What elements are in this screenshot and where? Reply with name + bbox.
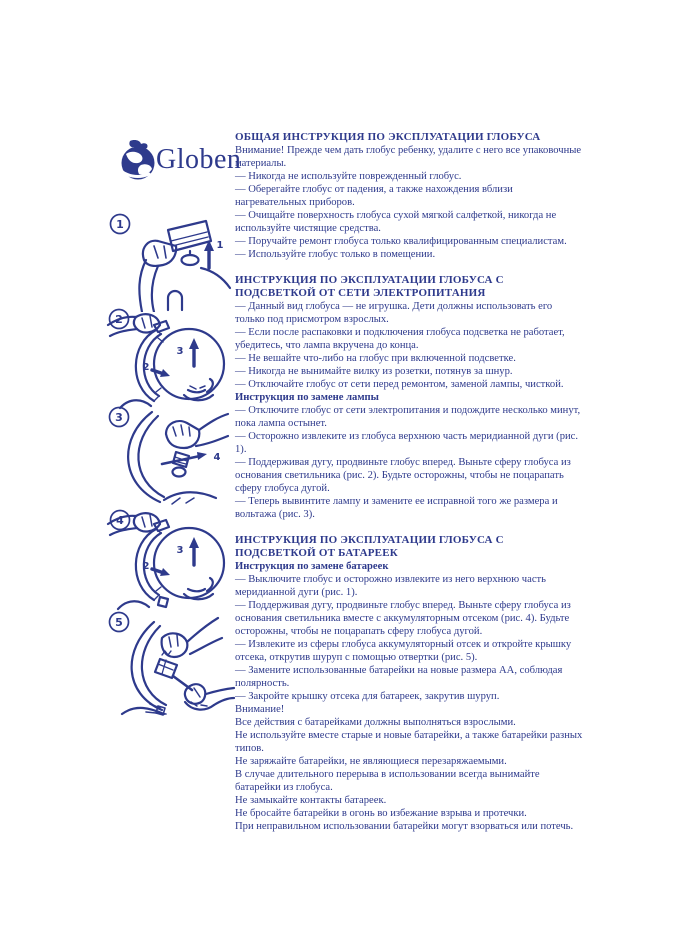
paragraph: — Поддерживая дугу, продвиньте глобус вперед. Выньте сферу глобуса из основания светильника (рис. 2). Будьте осторожны, чтобы не поцарапать сферу глобуса дугой. xyxy=(235,457,571,494)
figure-1-illustration xyxy=(106,208,232,312)
figure-3-number: 3 xyxy=(115,411,123,424)
figure-4-arrow-label-2: 2 xyxy=(142,561,150,572)
instruction-text-column xyxy=(235,131,583,833)
paragraph: — Закройте крышку отсека для батареек, закрутив шуруп. xyxy=(235,691,500,702)
paragraph: — Осторожно извлеките из глобуса верхнюю часть меридианной дуги (рис. 1). xyxy=(235,431,579,455)
figure-4-illustration xyxy=(106,505,232,615)
figure-4 xyxy=(106,505,232,615)
paragraph: Не замыкайте контакты батареек. xyxy=(235,795,387,806)
figure-4-arrow-label-3: 3 xyxy=(176,545,184,556)
section-heading: ИНСТРУКЦИЯ ПО ЭКСПЛУАТАЦИИ ГЛОБУСА С ПОДСВЕТКОЙ ОТ БАТАРЕЕК xyxy=(235,534,504,559)
paragraph: — Отключите глобус от сети электропитания и подождите несколько минут, пока лампа остынет. xyxy=(235,405,581,429)
figure-5-number: 5 xyxy=(115,616,123,629)
brand-name: Globen xyxy=(156,144,242,175)
paragraph: При неправильном использовании батарейки могут взорваться или потечь. xyxy=(235,821,574,832)
brand-logo xyxy=(116,138,241,182)
paragraph: — Замените использованные батарейки на новые размера АА, соблюдая полярность. xyxy=(235,665,563,689)
section-heading: ОБЩАЯ ИНСТРУКЦИЯ ПО ЭКСПЛУАТАЦИИ ГЛОБУСА xyxy=(235,131,541,143)
figure-5 xyxy=(106,604,236,722)
figure-1-arrow-label: 1 xyxy=(216,240,224,251)
paragraph: — Никогда не вынимайте вилку из розетки, потянув за шнур. xyxy=(235,366,513,377)
figure-3-illustration xyxy=(106,400,232,506)
figure-3 xyxy=(106,400,232,506)
paragraph: Не заряжайте батарейки, не являющиеся перезаряжаемыми. xyxy=(235,756,507,767)
figure-1-number: 1 xyxy=(116,218,124,231)
figure-2 xyxy=(106,304,232,414)
paragraph: Внимание! Прежде чем дать глобус ребенку, удалите с него все упаковочные материалы. xyxy=(235,145,582,169)
paragraph: — Никогда не используйте поврежденный глобус. xyxy=(235,171,462,182)
paragraph: — Оберегайте глобус от падения, а также нахождения вблизи нагревательных приборов. xyxy=(235,184,513,208)
subsection-heading: Инструкция по замене лампы xyxy=(235,392,379,403)
paragraph: — Поддерживая дугу, продвиньте глобус вперед. Выньте сферу глобуса из основания светильника вместе с аккумуляторным отсеком (рис. 4). Будьте осторожны, чтобы не поцарапать сферу глобуса дугой. xyxy=(235,600,571,637)
paragraph: — Очищайте поверхность глобуса сухой мягкой салфеткой, никогда не используйте чистящие средства. xyxy=(235,210,557,234)
section-heading: ИНСТРУКЦИЯ ПО ЭКСПЛУАТАЦИИ ГЛОБУСА С ПОДСВЕТКОЙ ОТ СЕТИ ЭЛЕКТРОПИТАНИЯ xyxy=(235,274,504,299)
paragraph: — Теперь вывинтите лампу и замените ее исправной того же размера и вольтажа (рис. 3). xyxy=(235,496,558,520)
paragraph: Все действия с батарейками должны выполняться взрослыми. xyxy=(235,717,516,728)
section-general xyxy=(235,131,583,261)
figure-3-arrow-label: 4 xyxy=(213,452,221,463)
paragraph: Не бросайте батарейки в огонь во избежание взрыва и протечки. xyxy=(235,808,527,819)
subsection-heading: Инструкция по замене батареек xyxy=(235,561,389,572)
figure-2-number: 2 xyxy=(115,313,123,326)
paragraph: — Данный вид глобуса — не игрушка. Дети должны использовать его только под присмотром взрослых. xyxy=(235,301,553,325)
paragraph: Не используйте вместе старые и новые батарейки, а также батарейки разных типов. xyxy=(235,730,583,754)
figure-4-number: 4 xyxy=(116,514,124,527)
figure-2-arrow-label-2: 2 xyxy=(142,362,150,373)
figure-2-illustration xyxy=(106,304,232,414)
paragraph: — Поручайте ремонт глобуса только квалифицированным специалистам. xyxy=(235,236,567,247)
paragraph: — Отключайте глобус от сети перед ремонтом, заменой лампы, чисткой. xyxy=(235,379,564,390)
figure-2-arrow-label-3: 3 xyxy=(176,346,184,357)
paragraph: В случае длительного перерыва в использовании всегда вынимайте батарейки из глобуса. xyxy=(235,769,540,793)
figure-5-illustration xyxy=(106,604,236,722)
paragraph: — Используйте глобус только в помещении. xyxy=(235,249,436,260)
section-mains-power xyxy=(235,274,583,521)
paragraph: — Если после распаковки и подключения глобуса подсветка не работает, убедитесь, что лампа вкручена до конца. xyxy=(235,327,565,351)
paragraph: — Извлеките из сферы глобуса аккумуляторный отсек и откройте крышку отсека, открутив шуруп с помощью отвертки (рис. 5). xyxy=(235,639,572,663)
paragraph: — Выключите глобус и осторожно извлеките из него верхнюю часть меридианной дуги (рис. 1). xyxy=(235,574,546,598)
paragraph: Внимание! xyxy=(235,704,285,715)
figure-1 xyxy=(106,208,232,312)
paragraph: — Не вешайте что-либо на глобус при включенной подсветке. xyxy=(235,353,516,364)
section-battery-power xyxy=(235,534,583,833)
